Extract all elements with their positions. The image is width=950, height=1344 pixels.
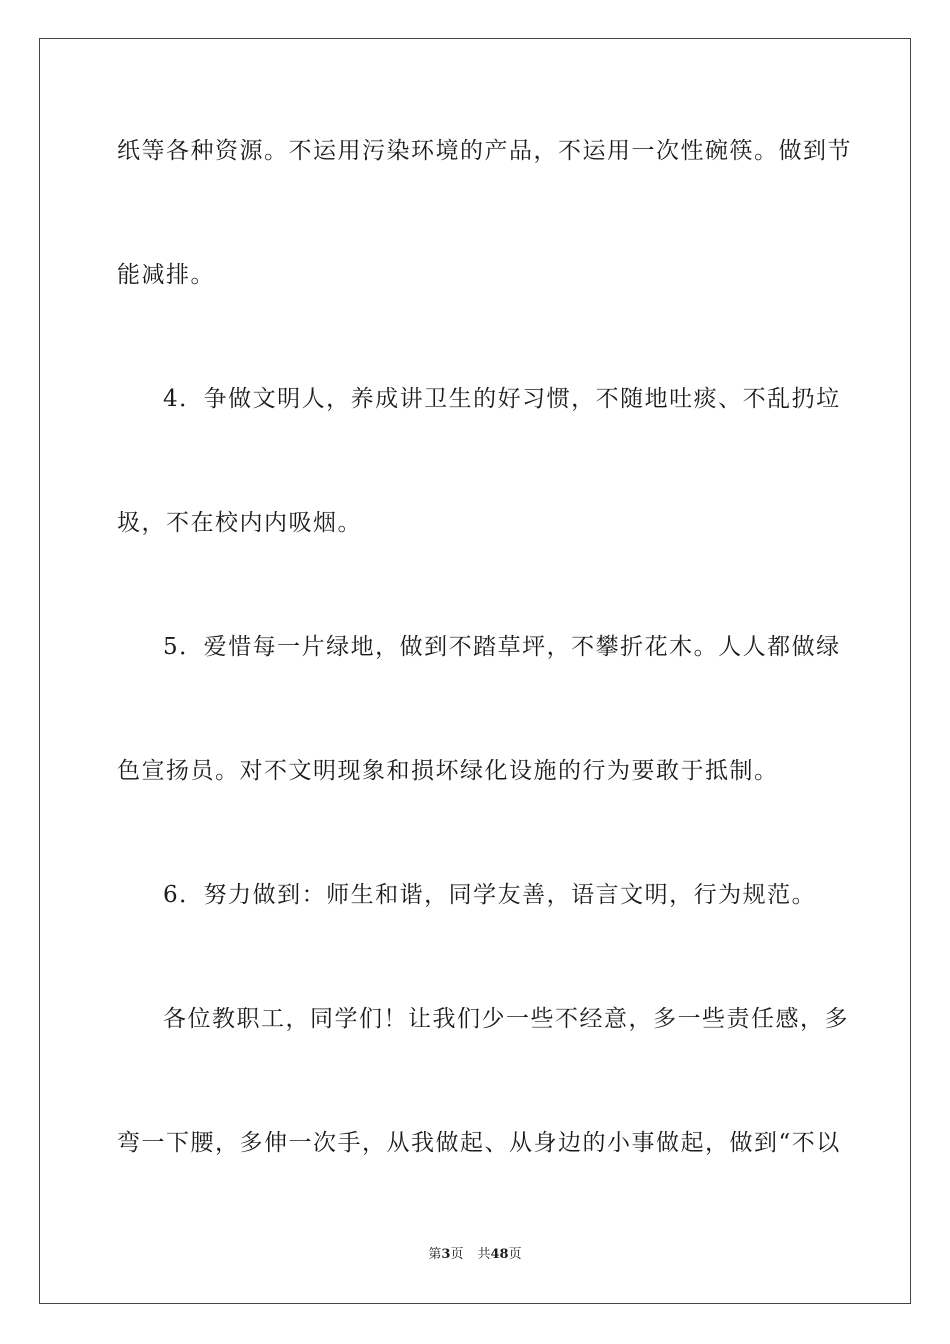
text-line-9: 弯一下腰，多伸一次手，从我做起、从身边的小事做起，做到“不以 xyxy=(117,1130,841,1156)
footer-total-prefix: 共 xyxy=(477,1247,491,1262)
footer-page-number: 3 xyxy=(441,1247,451,1262)
page-footer xyxy=(0,1246,950,1264)
text-line-6: 色宣扬员。对不文明现象和损坏绿化设施的行为要敢于抵制。 xyxy=(117,758,779,784)
footer-total-number: 48 xyxy=(490,1247,509,1262)
text-line-5: 5．爱惜每一片绿地，做到不踏草坪，不攀折花木。人人都做绿 xyxy=(163,634,841,660)
text-line-7: 6．努力做到：师生和谐，同学友善，语言文明，行为规范。 xyxy=(163,882,817,908)
text-line-8: 各位教职工，同学们！让我们少一些不经意，多一些责任感，多 xyxy=(163,1006,849,1032)
page-border xyxy=(39,38,911,1304)
text-line-4: 圾，不在校内内吸烟。 xyxy=(117,510,362,536)
text-line-3: 4．争做文明人，养成讲卫生的好习惯，不随地吐痰、不乱扔垃 xyxy=(163,386,841,412)
text-line-2: 能减排。 xyxy=(117,262,215,288)
text-line-1: 纸等各种资源。不运用污染环境的产品，不运用一次性碗筷。做到节 xyxy=(117,138,852,164)
footer-page-suffix: 页 xyxy=(450,1247,464,1262)
footer-page-prefix: 第 xyxy=(428,1247,442,1262)
footer-total-suffix: 页 xyxy=(508,1247,522,1262)
